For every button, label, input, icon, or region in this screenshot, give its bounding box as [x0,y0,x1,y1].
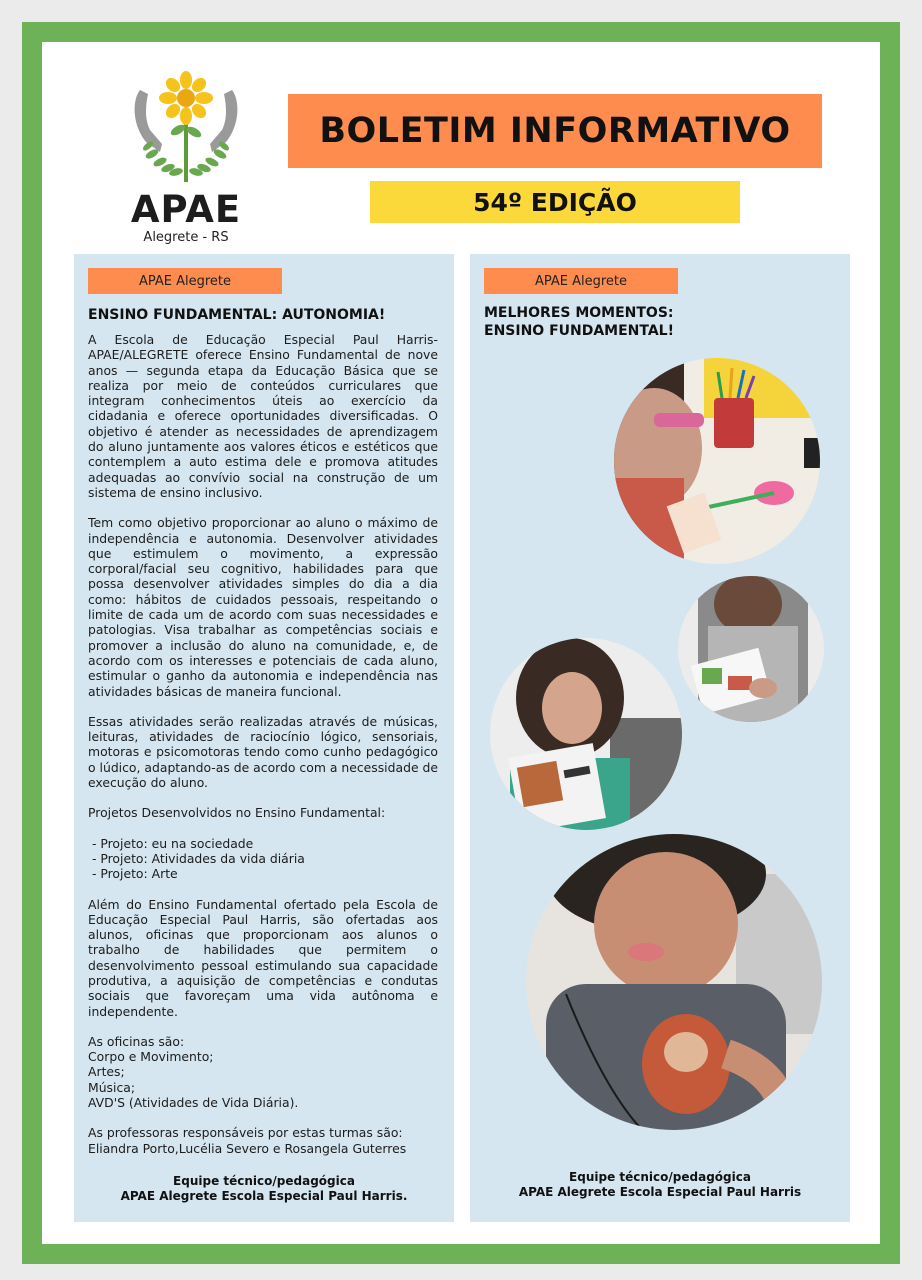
workshops-intro: As oficinas são: [88,1033,185,1049]
teachers-intro: As professoras responsáveis por estas turmas são: [88,1125,403,1141]
photo-student-drawing [614,358,820,564]
signature-school: APAE Alegrete Escola Especial Paul Harris [518,1185,802,1199]
article-heading: ENSINO FUNDAMENTAL: AUTONOMIA! [88,307,386,323]
article-paragraph: Além do Ensino Fundamental ofertado pela Escola de Educação Especial Paul Harris, são ofertadas aos alunos, oficinas que proporcionam aos alunos o trabalho de habilidades que permitem o desenvolvimento pessoal estimulando sua capacidade produtiva, a aquisição de competências e condutas sociais que favoreçam uma vida autônoma e independente. [88,896,438,1019]
list-item: Artes; [88,1064,125,1080]
photo-student-reading [678,576,824,722]
list-item: - Projeto: Arte [88,866,178,882]
page-title: BOLETIM INFORMATIVO [319,111,791,151]
apae-logo [118,70,254,245]
teachers-names: Eliandra Porto,Lucélia Severo e Rosangela Guterres [88,1140,407,1156]
signature [74,1174,454,1204]
photos-heading: MELHORES MOMENTOS: ENSINO FUNDAMENTAL! [484,305,674,339]
section-tag: APAE Alegrete [88,268,282,294]
article-paragraph: Tem como objetivo proporcionar ao aluno o máximo de independência e autonomia. Desenvolver atividades que estimulem o movimento, a expressão corporal/facial seu cognitivo, habilidades para que possa desenvolver atividades simples do dia a dia como: hábitos de cuidados pessoais, respeitando o limite de cada um de acordo com suas necessidades e patologias. Visa trabalhar as competências sociais e promover a inclusão do aluno na comunidade, e, de acordo com os interesses e potenciais de cada aluno, estimular o ganho da autonomia e independência nas atividades básicas de maneira funcional. [88,515,438,699]
right-photo-column [470,254,850,1222]
workshops-list [88,1034,438,1110]
signature-team: Equipe técnico/pedagógica [173,1174,355,1188]
signature-school: APAE Alegrete Escola Especial Paul Harris. [120,1189,408,1203]
logo-emblem-icon [118,70,254,190]
article-paragraph: A Escola de Educação Especial Paul Harris- APAE/ALEGRETE oferece Ensino Fundamental de nove anos — segunda etapa da Educação Básica que se realiza por meio de conteúdos curriculares que integram conhecimentos úteis ao exercício da cidadania e oferece oportunidades diversificadas. O objetivo é atender as necessidades de aprendizagem do aluno juntamente aos valores éticos e estéticos que contemplem a auto estima dele e promova atitudes adequadas ao convívio social na construção de um sistema de ensino inclusivo. [88,332,438,500]
list-item: - Projeto: eu na sociedade [88,835,254,851]
signature-team: Equipe técnico/pedagógica [569,1170,751,1184]
list-item: AVD'S (Atividades de Vida Diária). [88,1095,299,1111]
projects-list [88,836,438,882]
edition-label: 54º EDIÇÃO [473,187,637,217]
left-article-column [74,254,454,1222]
title-banner [288,94,822,168]
projects-intro: Projetos Desenvolvidos no Ensino Fundamental: [88,805,386,821]
edition-banner [370,181,740,223]
article-paragraph: Essas atividades serão realizadas através de músicas, leituras, atividades de raciocínio lógico, sensoriais, motoras e psicomotoras tendo como cunho pedagógico o lúdico, adaptando-as de acordo com a necessidade de execução do aluno. [88,713,438,791]
signature [470,1170,850,1200]
list-item: - Projeto: Atividades da vida diária [88,850,305,866]
teachers-block [88,1125,438,1156]
photo-student-closeup [526,834,822,1130]
article-body [88,332,438,1156]
section-tag: APAE Alegrete [484,268,678,294]
photo-student-book [490,638,682,830]
logo-location: Alegrete - RS [143,230,229,245]
logo-wordmark: APAE [130,188,242,231]
list-item: Música; [88,1079,136,1095]
list-item: Corpo e Movimento; [88,1049,214,1065]
